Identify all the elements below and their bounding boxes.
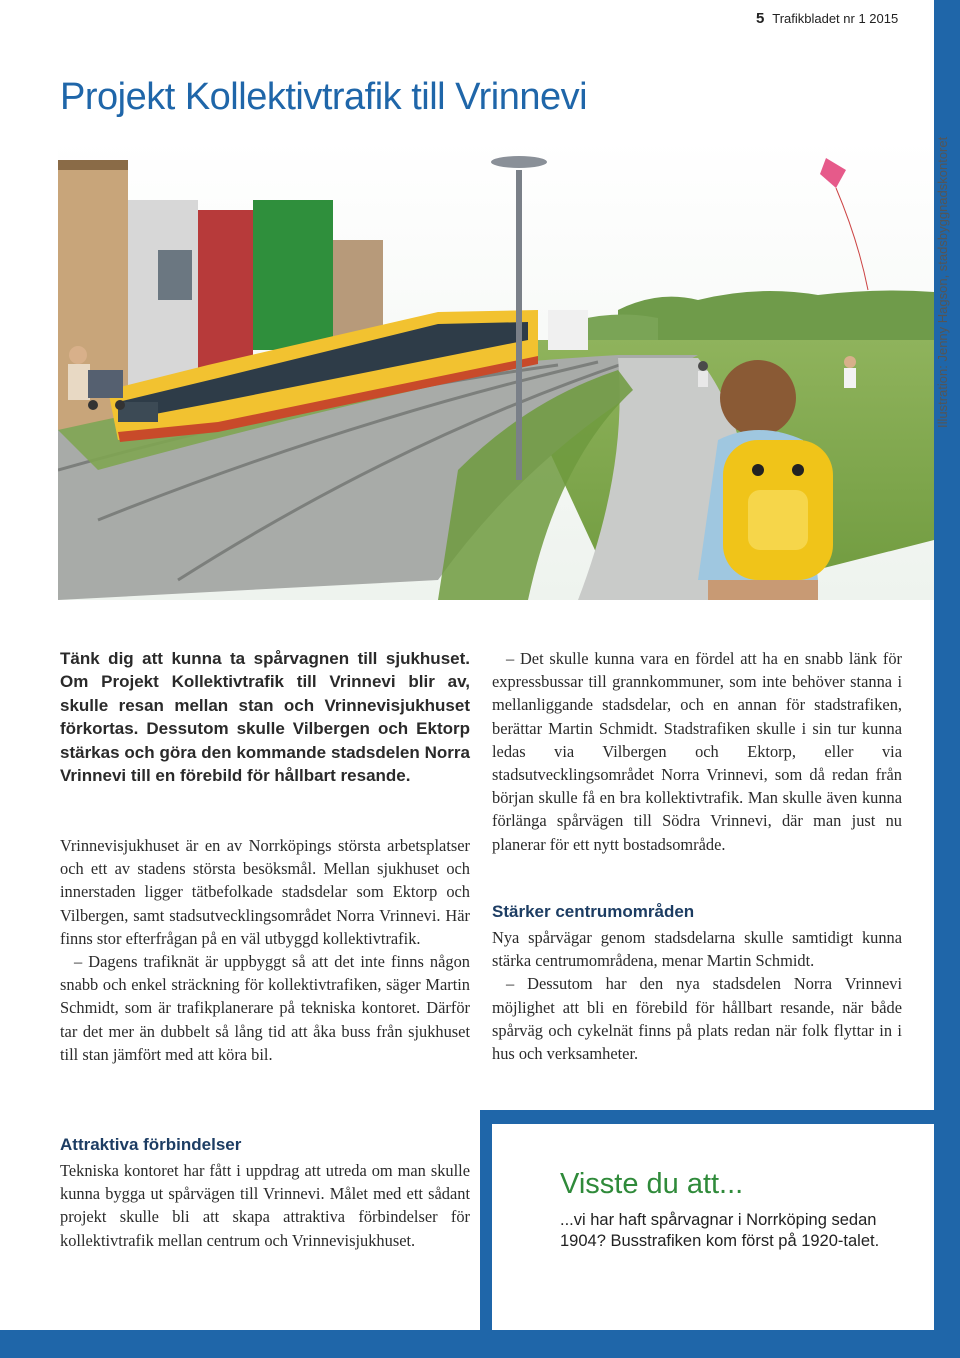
fact-box-frame-top: [480, 1110, 960, 1124]
article-headline: Projekt Kollektivtrafik till Vrinnevi: [60, 76, 588, 118]
fact-box: [492, 1124, 934, 1330]
publication-name: Trafikbladet nr 1 2015: [772, 11, 899, 26]
fact-box-frame-bottom: [480, 1330, 960, 1358]
article-paragraph: – Dagens trafiknät är uppbyggt så att det inte finns någon snabb och enkel sträckning för kollektivtrafiken, säger Martin Schmidt, som är trafikplanerare på tekniska kontoret. Därför tar det mer än dubbelt så lång tid att åka buss från sjukhuset till stan jämfört med att köra bil.: [60, 952, 470, 1064]
fact-box-text: ...vi har haft spårvagnar i Norrköping sedan 1904? Busstrafiken kom först på 1920-talet.: [560, 1211, 880, 1250]
article-paragraph: Tekniska kontoret har fått i uppdrag att utreda om man skulle kunna bygga ut spårvägen till Vrinnevi. Målet med ett sådant projekt skulle bli att skapa attraktiva förbindelser för kollektivtrafik mellan centrum och Vrinnevisjukhuset.: [60, 1161, 470, 1250]
article-paragraph: – Det skulle kunna vara en fördel att ha en snabb länk för expressbussar till grannkommuner, som inte behöver stanna i mellanliggande stadsdelar, och en annan för stadstrafiken, berättar Martin Schmidt. Stadstrafiken skulle i sin tur kunna ledas via Vilbergen och Ektorp, eller via stadsutvecklingsområdet Norra Vrinnevi, som då redan från början skulle få en bra kollektivtrafik. Man skulle även kunna förlänga spårvägen till Södra Vrinnevi, där man just nu planerar för ett nytt bostadsområde.: [492, 649, 902, 854]
bottom-band: [0, 1330, 480, 1358]
fact-box-frame-left: [480, 1110, 492, 1358]
illustration-credit: Illustration: Jenny Hagson, stadsbyggnadskontoret: [935, 136, 950, 428]
tram-illustration: [58, 140, 934, 600]
subhead-attraktiva: Attraktiva förbindelser: [60, 1135, 242, 1154]
fact-box-frame-right: [934, 1110, 960, 1358]
fact-box-title: Visste du att...: [560, 1168, 744, 1200]
article-column-left-lower: [60, 1159, 470, 1252]
article-column-left: [60, 834, 470, 1066]
page-header: [756, 10, 898, 27]
article-lead: Tänk dig att kunna ta spårvagnen till sjukhuset. Om Projekt Kollektivtrafik till Vrinnevi blir av, skulle resan mellan stan och Vrinnevisjukhuset förkortas. Dessutom skulle Vilbergen och Ektorp stärkas och göra den kommande stadsdelen Norra Vrinnevi till en förebild för hållbart resande.: [60, 649, 470, 786]
article-paragraph: – Dessutom har den nya stadsdelen Norra Vrinnevi möjlighet att bli en förebild för hållbart resande, när både spårväg och cykelnät finns på plats redan när folk flyttar in i hus och verksamheter.: [492, 974, 902, 1064]
article-paragraph: Nya spårvägar genom stadsdelarna skulle samtidigt kunna stärka centrumområdena, menar Martin Schmidt.: [492, 928, 902, 971]
article-paragraph: Vrinnevisjukhuset är en av Norrköpings största arbetsplatser och ett av stadens största besöksmål. Mellan sjukhuset och innerstaden ligger tätbefolkade stadsdelar som Ektorp och Vilbergen, samt stadsutvecklingsområdet Norra Vrinnevi. Här finns stor efterfrågan på en väl utbyggd kollektivtrafik.: [60, 836, 470, 948]
subhead-centrum: Stärker centrumområden: [492, 902, 695, 921]
page-number: 5: [756, 10, 765, 27]
article-column-right-lower: [492, 926, 902, 1065]
article-column-right: [492, 647, 902, 856]
